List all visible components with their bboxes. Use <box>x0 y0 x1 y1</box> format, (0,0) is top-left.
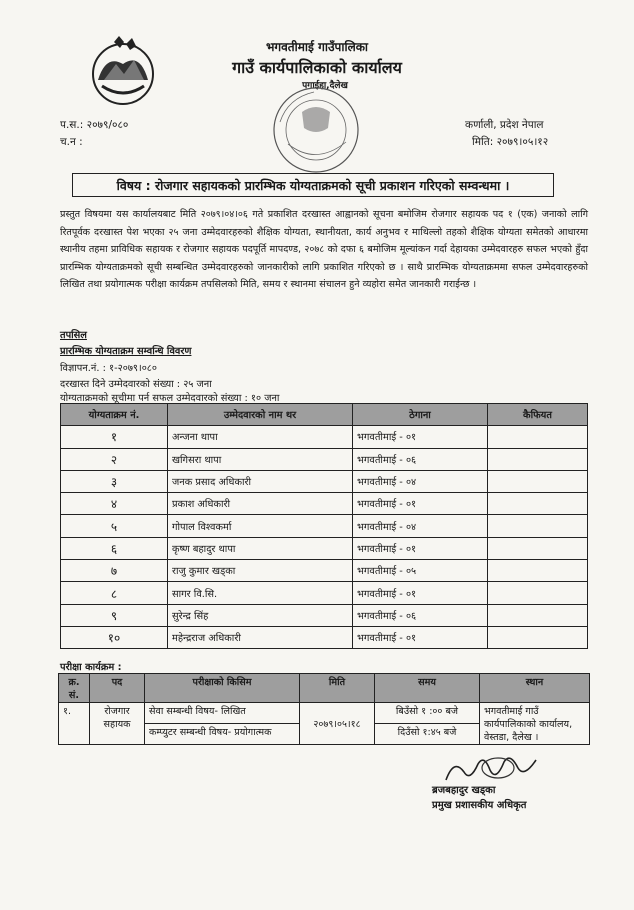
table-row <box>61 448 588 470</box>
table-row <box>61 426 588 448</box>
exam-type-practical: कम्प्युटर सम्बन्धी विषय- प्रयोगात्मक <box>145 724 300 745</box>
address-cell: भगवतीमाई - ०१ <box>353 537 488 559</box>
remarks-cell <box>488 582 588 604</box>
name-cell: खगिसरा थापा <box>168 448 353 470</box>
table-row <box>61 537 588 559</box>
name-cell: सागर वि.सि. <box>168 582 353 604</box>
header-exam-type: परीक्षाको किसिम <box>145 674 300 703</box>
table-header-row <box>59 674 590 703</box>
office-name: गाउँ कार्यपालिकाको कार्यालय <box>232 58 402 77</box>
reference-number: प.स.: २०७९/०८० <box>60 119 129 131</box>
rank-cell: २ <box>61 448 168 470</box>
body-paragraph: प्रस्तुत विषयमा यस कार्यालयबाट मिति २०७९।०४।०६ गते प्रकाशित दरखास्त आह्वानको सूचना बमोजिम रोजगार सहायक पद १ (एक) जनाको लागि रितपूर्वक दरखास्त पेश भएका २५ जना उम्मेदवारहरुको शैक्षिक योग्यता, स्थानीयता, कार्य अनुभव र माथिल्लो तहको शैक्षिक योग्यता समेतको आधारमा स्थानीय तहमा प्राविधिक सहायक र रोजगार सहायक पदपूर्ति मापदण्ड, २०७८ को दफा ६ बमोजिम मूल्यांकन गर्दा देहायका उम्मेदवारहरु सफल भएको हुँदा प्रारम्भिक योग्यताक्रमको सूची सम्बन्धित उम्मेदवारहरुको जानकारीको लागि प्रकाशित गरिएको छ । साथै प्रारम्भिक योग्यताक्रममा सफल उम्मेदवारहरुको लिखित तथा प्रयोगात्मक परीक्षा कार्यक्रम तपसिलको मिति, समय र स्थानमा संचालन हुने व्यहोरा समेत जानकारी गराईन्छ । <box>60 209 588 291</box>
exam-venue: भगवतीमाई गाउँ कार्यपालिकाको कार्यालय, वेस्तडा, दैलेख । <box>480 703 590 745</box>
table-row <box>59 703 590 724</box>
header-post: पद <box>90 674 145 703</box>
remarks-cell <box>488 560 588 582</box>
merit-heading: प्रारम्भिक योग्यताक्रम सम्वन्धि विवरण <box>60 346 192 357</box>
remarks-cell <box>488 493 588 515</box>
table-row <box>61 515 588 537</box>
name-cell: राजु कुमार खड्का <box>168 560 353 582</box>
address-cell: भगवतीमाई - ०६ <box>353 604 488 626</box>
name-cell: सुरेन्द्र सिंह <box>168 604 353 626</box>
table-row <box>61 604 588 626</box>
subject-line: विषय : रोजगार सहायकको प्रारम्भिक योग्यताक्रमको सूची प्रकाशन गरिएको सम्वन्धमा । <box>72 173 554 197</box>
name-cell: जनक प्रसाद अधिकारी <box>168 470 353 492</box>
province-label: कर्णाली, प्रदेश नेपाल <box>465 119 544 131</box>
rank-cell: ७ <box>61 560 168 582</box>
header-serial: क्र. सं. <box>59 674 90 703</box>
header-date: मिति <box>300 674 375 703</box>
rank-cell: ६ <box>61 537 168 559</box>
table-row <box>61 626 588 648</box>
merit-list-table <box>60 403 588 649</box>
remarks-cell <box>488 537 588 559</box>
exam-date: २०७९।०५।१८ <box>300 703 375 745</box>
address-cell: भगवतीमाई - ०४ <box>353 515 488 537</box>
exam-schedule-title: परीक्षा कार्यक्रम : <box>60 662 122 673</box>
rank-cell: ३ <box>61 470 168 492</box>
header-venue: स्थान <box>480 674 590 703</box>
header-remarks: कैफियत <box>488 404 588 426</box>
successful-count: योग्यताक्रमको सूचीमा पर्न सफल उम्मेदवारको संख्या : १० जना <box>60 393 280 404</box>
remarks-cell <box>488 426 588 448</box>
exam-post: रोजगार सहायक <box>90 703 145 745</box>
remarks-cell <box>488 470 588 492</box>
table-row <box>61 560 588 582</box>
dispatch-number: च.न : <box>60 136 83 148</box>
header-address: ठेगाना <box>353 404 488 426</box>
remarks-cell <box>488 448 588 470</box>
municipality-name: भगवतीमाई गाउँपालिका <box>265 40 369 54</box>
signatory-title: प्रमुख प्रशासकीय अधिकृत <box>432 800 527 811</box>
header-rank: योग्यताक्रम नं. <box>61 404 168 426</box>
rank-cell: १० <box>61 626 168 648</box>
table-row <box>61 470 588 492</box>
name-cell: अन्जना थापा <box>168 426 353 448</box>
address-cell: भगवतीमाई - ०६ <box>353 448 488 470</box>
tapasil-label: तपसिल <box>60 330 87 341</box>
address-cell: भगवतीमाई - ०१ <box>353 426 488 448</box>
office-address: पगाईहा,दैलेख <box>302 81 348 91</box>
office-stamp-icon <box>258 84 376 178</box>
address-cell: भगवतीमाई - ०१ <box>353 493 488 515</box>
address-cell: भगवतीमाई - ०१ <box>353 626 488 648</box>
table-row <box>61 582 588 604</box>
header-time: समय <box>375 674 480 703</box>
name-cell: कृष्ण बहादुर थापा <box>168 537 353 559</box>
exam-type-written: सेवा सम्बन्धी विषय- लिखित <box>145 703 300 724</box>
exam-serial: १. <box>59 703 90 745</box>
address-cell: भगवतीमाई - ०१ <box>353 582 488 604</box>
letter-date: मिति: २०७९।०५।१२ <box>472 136 549 148</box>
applicant-count: दरखास्त दिने उम्मेदवारको संख्या : २५ जना <box>60 379 212 390</box>
table-header-row <box>61 404 588 426</box>
exam-schedule-table <box>58 673 590 745</box>
header-name: उम्मेदवारको नाम थर <box>168 404 353 426</box>
remarks-cell <box>488 626 588 648</box>
rank-cell: ९ <box>61 604 168 626</box>
exam-time-written: बिउँसो १ :०० बजे <box>375 703 480 724</box>
address-cell: भगवतीमाई - ०५ <box>353 560 488 582</box>
table-row <box>61 493 588 515</box>
name-cell: प्रकाश अधिकारी <box>168 493 353 515</box>
exam-time-practical: दिउँसो १:४५ बजे <box>375 724 480 745</box>
rank-cell: ८ <box>61 582 168 604</box>
signatory-name: ब्रजबहादुर खड्का <box>432 785 496 796</box>
rank-cell: ४ <box>61 493 168 515</box>
name-cell: महेन्द्रराज अधिकारी <box>168 626 353 648</box>
advertisement-number: विज्ञापन.नं. : १-२०७९।०८० <box>60 363 158 374</box>
remarks-cell <box>488 604 588 626</box>
remarks-cell <box>488 515 588 537</box>
address-cell: भगवतीमाई - ०४ <box>353 470 488 492</box>
rank-cell: ५ <box>61 515 168 537</box>
name-cell: गोपाल विश्वकर्मा <box>168 515 353 537</box>
rank-cell: १ <box>61 426 168 448</box>
